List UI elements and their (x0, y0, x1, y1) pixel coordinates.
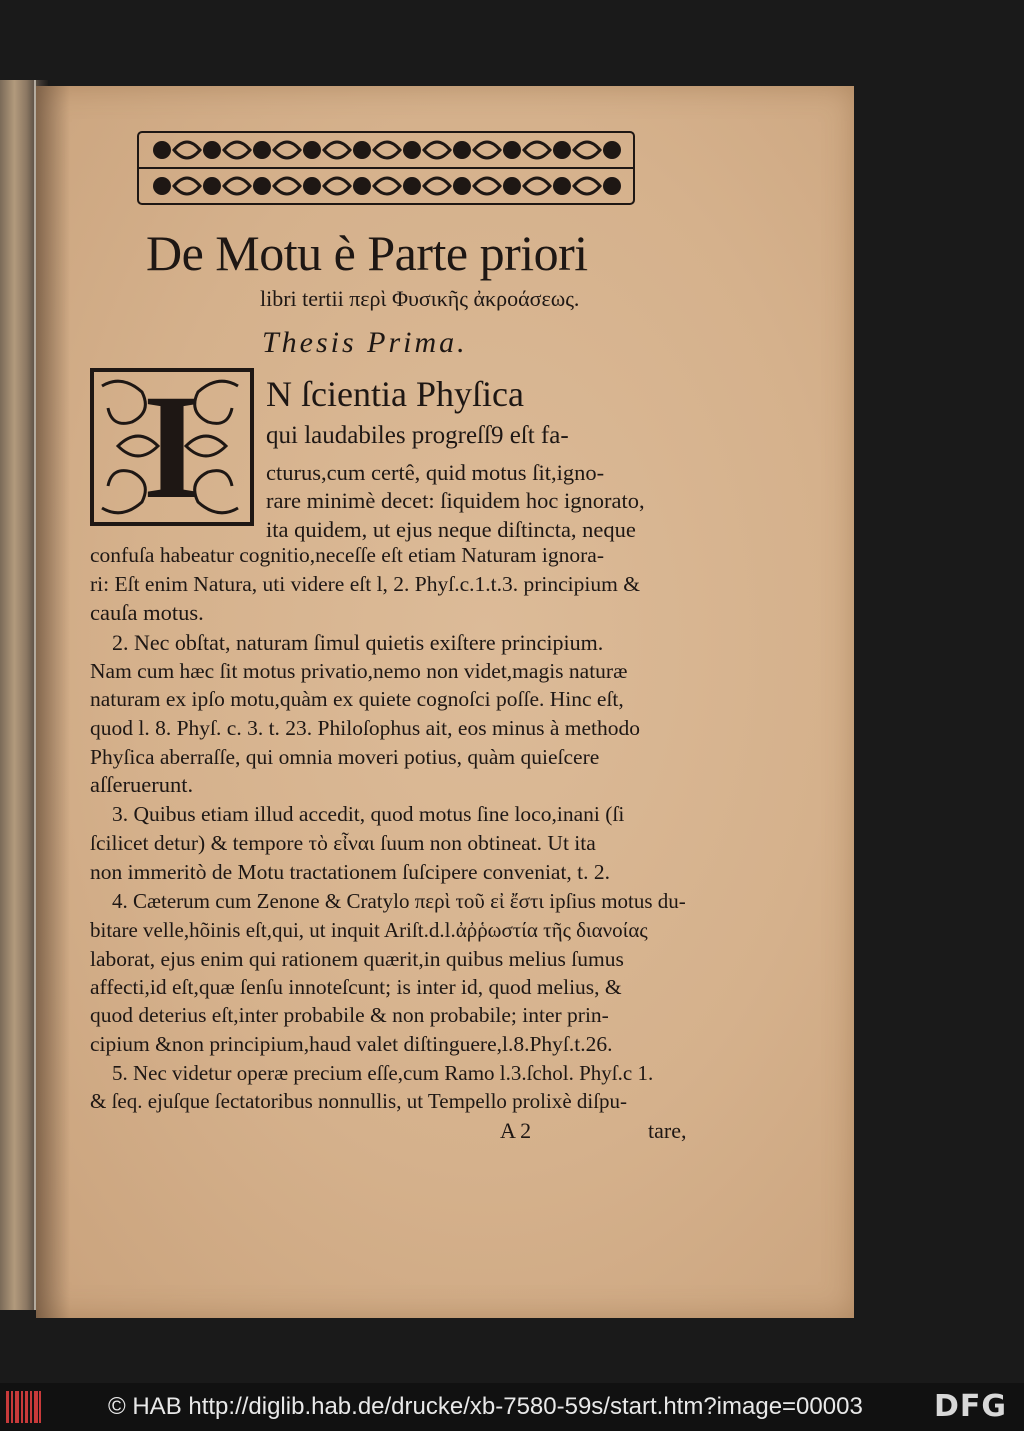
text-line: & ſeq. ejuſque ſectatoribus nonnullis, ut Tempello prolixè diſpu- (90, 1089, 628, 1113)
thesis-heading: Thesis Prima. (262, 326, 468, 359)
footer-bar (0, 1383, 1024, 1431)
text-line: ri: Eſt enim Natura, uti videre eſt l, 2. Phyſ.c.1.t.3. principium & (90, 572, 640, 596)
text-line: naturam ex ipſo motu,quàm ex quiete cognoſci poſſe. Hinc eſt, (90, 687, 624, 711)
text-line: 2. Nec obſtat, naturam ſimul quietis exiſtere principium. (112, 630, 604, 655)
initial-letter: I (142, 364, 202, 530)
text-line: quod l. 8. Phyſ. c. 3. t. 23. Philoſophus ait, eos minus à methodo (90, 716, 641, 740)
decorated-initial (88, 366, 256, 528)
page-gutter-shadow (36, 86, 70, 1318)
barcode-icon (6, 1391, 42, 1423)
dfg-logo: DFG (934, 1389, 1008, 1424)
text-line: aſſeruerunt. (90, 772, 194, 797)
text-line: bitare velle,hõinis eſt,qui, ut inquit Ariſt.d.l.ἀῤῥωστία τῆς διανοίας (90, 918, 648, 942)
text-line: non immeritò de Motu tractationem ſuſcipere conveniat, t. 2. (90, 860, 611, 884)
text-line: cipium &non principium,haud valet diſtinguere,l.8.Phyſ.t.26. (90, 1032, 613, 1056)
text-line: qui laudabiles progreſſ9 eſt fa- (266, 422, 569, 449)
text-line: affecti,id eſt,quæ ſenſu innoteſcunt; is inter id, quod melius, & (90, 975, 622, 999)
text-line: rare minimè decet: ſiquidem hoc ignorato, (266, 488, 645, 513)
text-line: cauſa motus. (90, 600, 204, 625)
page-subtitle: libri tertii περὶ Φυσικῆς ἀκροάσεως. (260, 286, 580, 311)
page-title: De Motu è Parte priori (146, 225, 588, 281)
text-line: 4. Cæterum cum Zenone & Cratylo περὶ τοῦ εἰ ἔστι ipſius motus du- (112, 889, 686, 913)
text-line: laborat, ejus enim qui rationem quærit,in quibus melius ſumus (90, 947, 624, 971)
signature-mark: A 2 (500, 1118, 532, 1143)
text-line: 5. Nec videtur operæ precium eſſe,cum Ramo l.3.ſchol. Phyſ.c 1. (112, 1061, 654, 1085)
text-line: ita quidem, ut ejus neque diſtincta, neque (266, 517, 636, 542)
text-line: cturus,cum certê, quid motus ſit,igno- (266, 460, 605, 485)
text-line: quod deterius eſt,inter probabile & non probabile; inter prin- (90, 1003, 609, 1027)
copyright-url[interactable]: © HAB http://diglib.hab.de/drucke/xb-7580-59s/start.htm?image=00003 (108, 1393, 863, 1420)
text-line: 3. Quibus etiam illud accedit, quod motus ſine loco,inani (ſi (112, 802, 625, 826)
catchword: tare, (648, 1118, 687, 1143)
headpiece-ornament (130, 122, 642, 214)
text-line: N ſcientia Phyſica (266, 374, 524, 414)
text-line: ſcilicet detur) & tempore τὸ εἶναι ſuum non obtineat. Ut ita (90, 831, 596, 855)
text-line: Phyſica aberraſſe, qui omnia moveri potius, quàm quieſcere (90, 745, 600, 769)
text-line: confuſa habeatur cognitio,neceſſe eſt etiam Naturam ignora- (90, 543, 604, 567)
text-line: Nam cum hæc ſit motus privatio,nemo non videt,magis naturæ (90, 659, 628, 683)
